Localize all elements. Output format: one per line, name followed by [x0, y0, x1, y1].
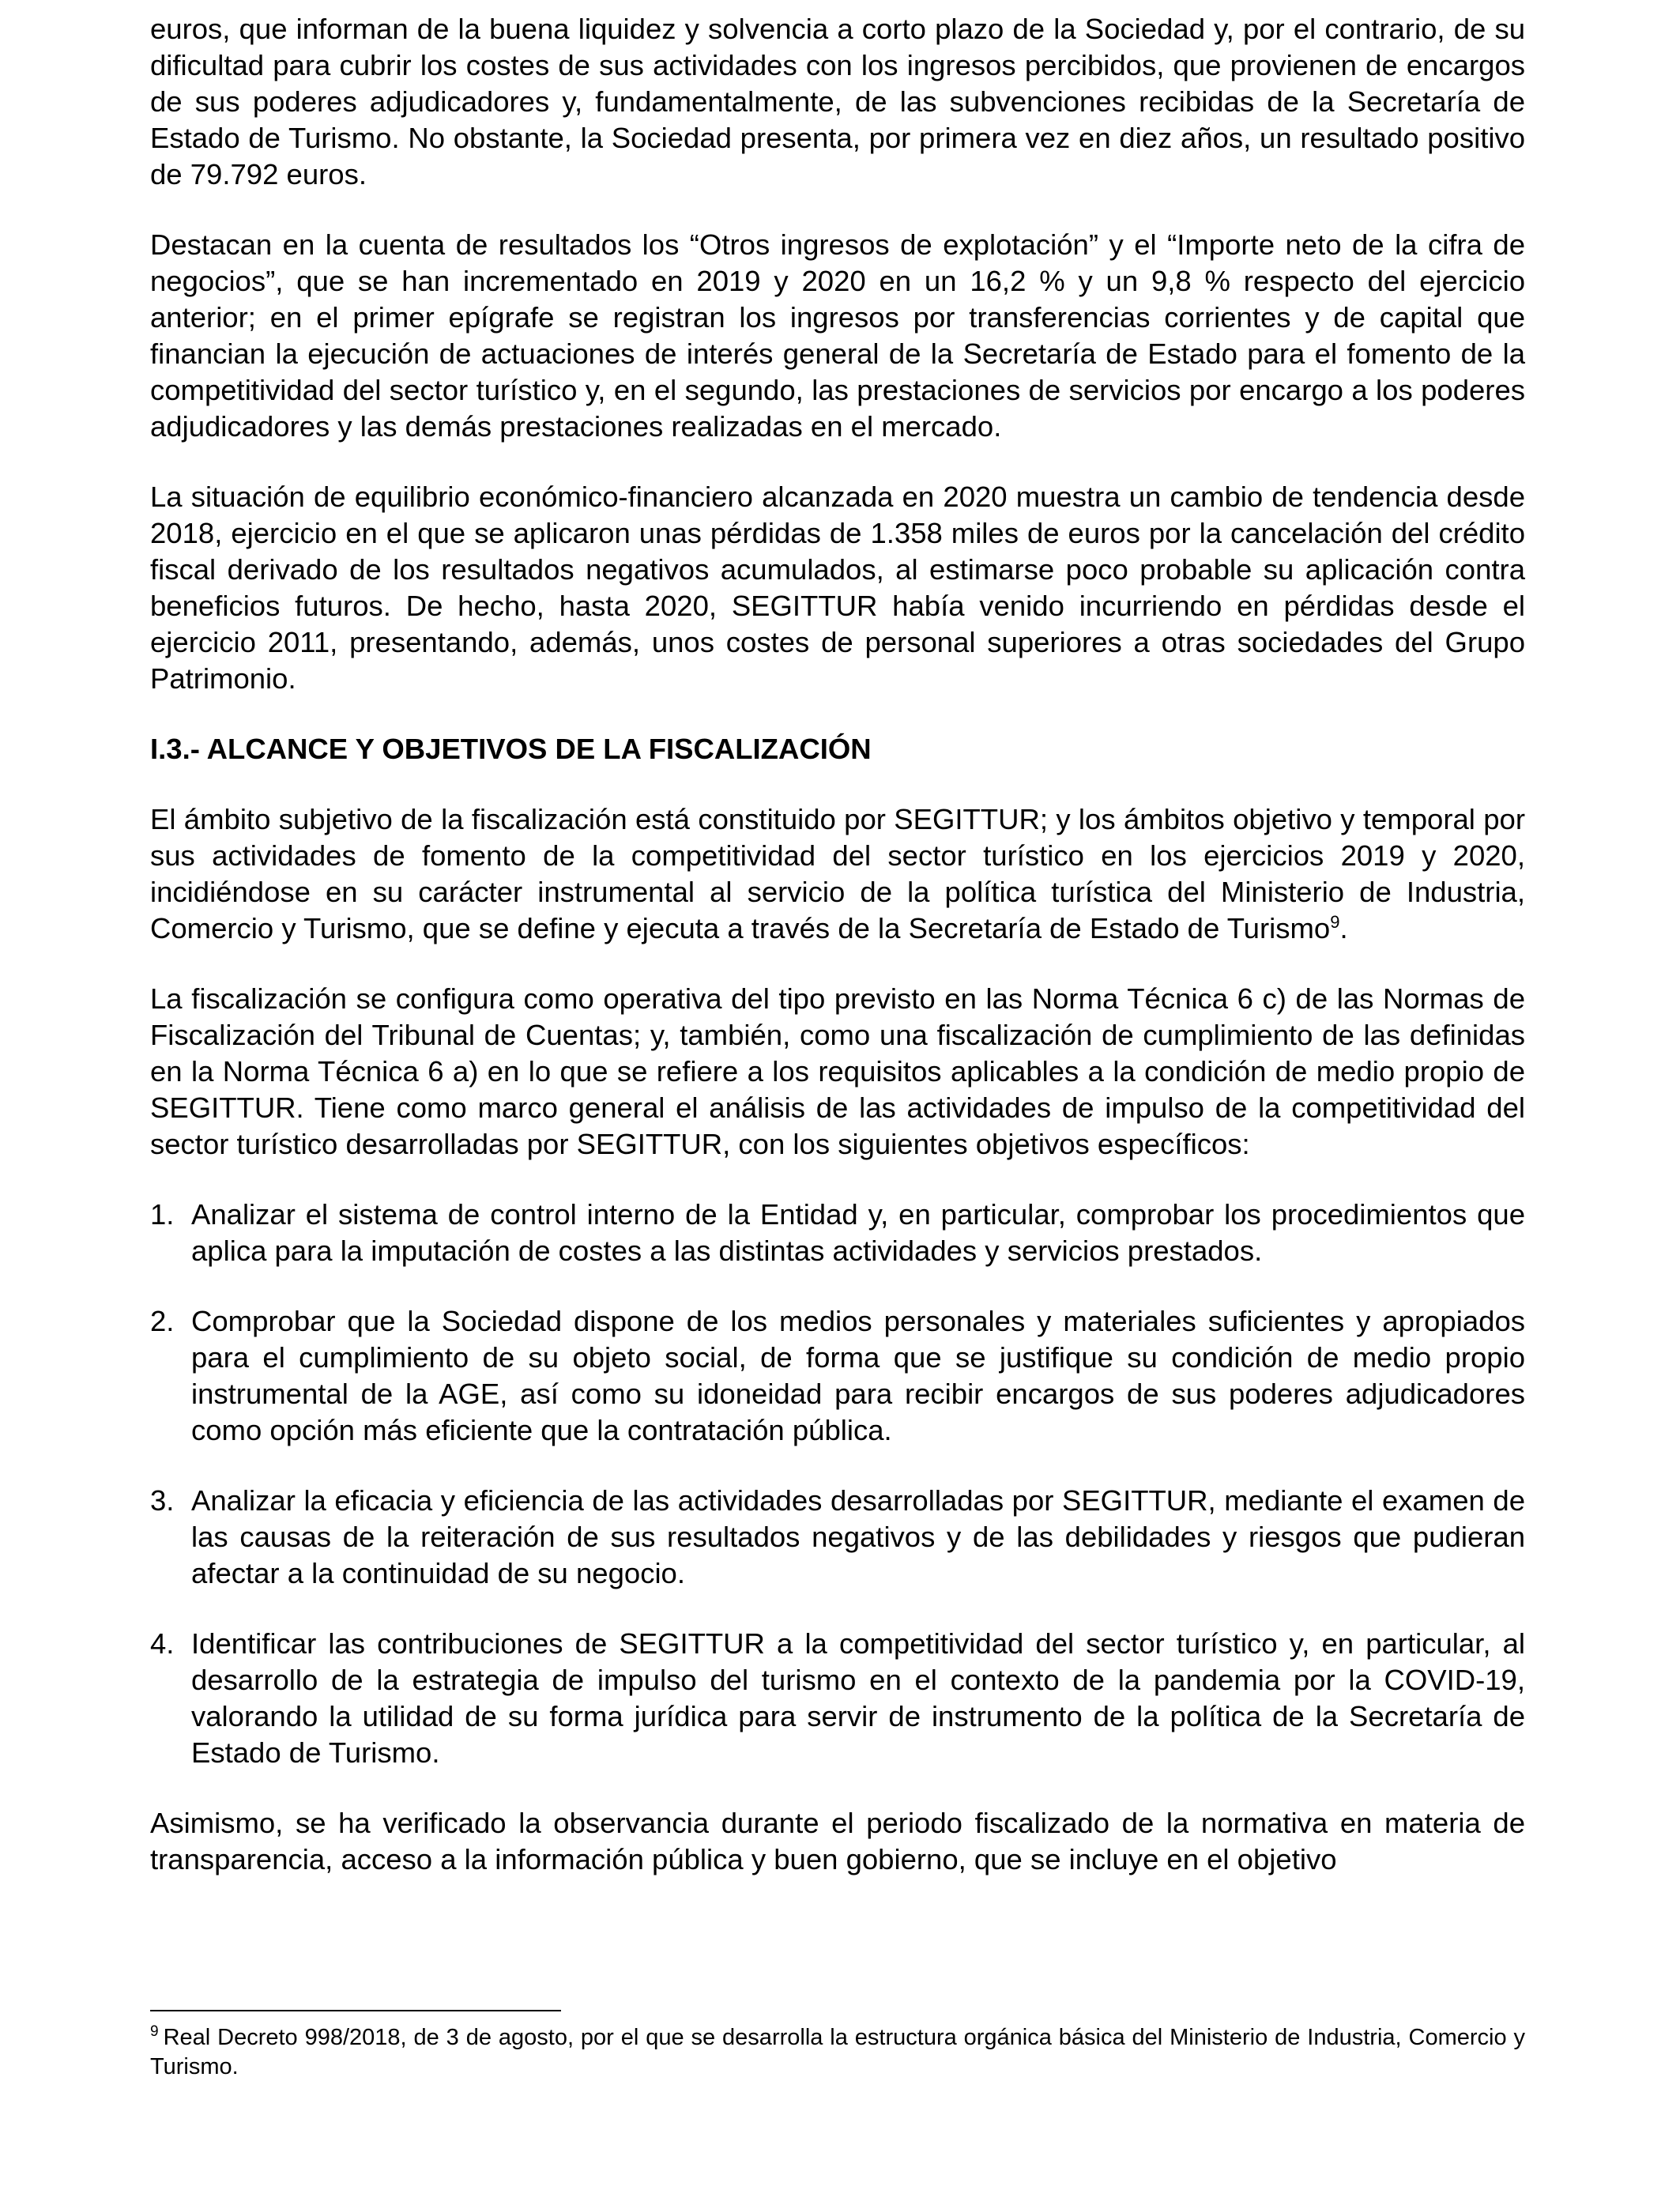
list-item-number: 4.	[150, 1627, 175, 1660]
list-item-text: Identificar las contribuciones de SEGITTUR a la competitividad del sector turístico y, en particular, al desarrollo de la estrategia de impulso del turismo en el contexto de la pandemia por la COVID-19, valorando la utilidad de su forma jurídica para servir de instrumento de la política de la Secretaría de Estado de Turismo.	[191, 1627, 1525, 1769]
list-item-number: 1.	[150, 1198, 175, 1231]
list-item	[150, 1483, 1525, 1592]
list-item	[150, 1303, 1525, 1449]
section-heading: I.3.- ALCANCE Y OBJETIVOS DE LA FISCALIZACIÓN	[150, 733, 872, 765]
list-item-text: Analizar el sistema de control interno de la Entidad y, en particular, comprobar los procedimientos que aplica para la imputación de costes a las distintas actividades y servicios prestados.	[191, 1198, 1525, 1267]
list-item-text: Analizar la eficacia y eficiencia de las actividades desarrolladas por SEGITTUR, mediante el examen de las causas de la reiteración de sus resultados negativos y de las debilidades y riesgos que pudieran afectar a la continuidad de su negocio.	[191, 1484, 1525, 1589]
footnote-divider	[150, 2010, 561, 2011]
footnote	[150, 2023, 1525, 2082]
paragraph-audit-type: La fiscalización se configura como operativa del tipo previsto en las Norma Técnica 6 c) de las Normas de Fiscalización del Tribunal de Cuentas; y, también, como una fiscalización de cumplimiento de las definidas en la Norma Técnica 6 a) en lo que se refiere a los requisitos aplicables a la condición de medio propio de SEGITTUR. Tiene como marco general el análisis de las actividades de impulso de la competitividad del sector turístico desarrolladas por SEGITTUR, con los siguientes objetivos específicos:	[150, 982, 1525, 1160]
objectives-list	[150, 1197, 1525, 1771]
paragraph-scope-text: El ámbito subjetivo de la fiscalización está constituido por SEGITTUR; y los ámbitos objetivo y temporal por sus actividades de fomento de la competitividad del sector turístico en los ejercicios 2019 y 2020, incidiéndose en su carácter instrumental al servicio de la política turística del Ministerio de Industria, Comercio y Turismo, que se define y ejecuta a través de la Secretaría de Estado de Turismo	[150, 803, 1525, 944]
paragraph-scope	[150, 801, 1525, 947]
footnote-text: Real Decreto 998/2018, de 3 de agosto, por el que se desarrolla la estructura orgánica básica del Ministerio de Industria, Comercio y Turismo.	[150, 2025, 1525, 2079]
paragraph-financial-balance: La situación de equilibrio económico-financiero alcanzada en 2020 muestra un cambio de tendencia desde 2018, ejercicio en el que se aplicaron unas pérdidas de 1.358 miles de euros por la cancelación del crédito fiscal derivado de los resultados negativos acumulados, al estimarse poco probable su aplicación contra beneficios futuros. De hecho, hasta 2020, SEGITTUR había venido incurriendo en pérdidas desde el ejercicio 2011, presentando, además, unos costes de personal superiores a otras sociedades del Grupo Patrimonio.	[150, 481, 1525, 695]
footnote-marker: 9	[150, 2023, 159, 2041]
paragraph-liquidity: euros, que informan de la buena liquidez y solvencia a corto plazo de la Sociedad y, por el contrario, de su dificultad para cubrir los costes de sus actividades con los ingresos percibidos, que provienen de encargos de sus poderes adjudicadores y, fundamentalmente, de las subvenciones recibidas de la Secretaría de Estado de Turismo. No obstante, la Sociedad presenta, por primera vez en diez años, un resultado positivo de 79.792 euros.	[150, 13, 1525, 190]
paragraph-scope-end: .	[1339, 912, 1348, 944]
list-item-text: Comprobar que la Sociedad dispone de los medios personales y materiales suficientes y apropiados para el cumplimiento de su objeto social, de forma que se justifique su condición de medio propio instrumental de la AGE, así como su idoneidad para recibir encargos de sus poderes adjudicadores como opción más eficiente que la contratación pública.	[191, 1305, 1525, 1446]
list-item-number: 2.	[150, 1305, 175, 1337]
list-item	[150, 1197, 1525, 1269]
footnote-reference[interactable]: 9	[1330, 911, 1340, 932]
paragraph-income-statement: Destacan en la cuenta de resultados los “Otros ingresos de explotación” y el “Importe neto de la cifra de negocios”, que se han incrementado en 2019 y 2020 en un 16,2 % y un 9,8 % respecto del ejercicio anterior; en el primer epígrafe se registran los ingresos por transferencias corrientes y de capital que financian la ejecución de actuaciones de interés general de la Secretaría de Estado para el fomento de la competitividad del sector turístico y, en el segundo, las prestaciones de servicios por encargo a los poderes adjudicadores y las demás prestaciones realizadas en el mercado.	[150, 228, 1525, 443]
paragraph-transparency: Asimismo, se ha verificado la observancia durante el periodo fiscalizado de la normativa en materia de transparencia, acceso a la información pública y buen gobierno, que se incluye en el objetivo	[150, 1807, 1525, 1875]
document-body	[150, 11, 1525, 1912]
list-item-number: 3.	[150, 1484, 175, 1517]
list-item	[150, 1626, 1525, 1771]
